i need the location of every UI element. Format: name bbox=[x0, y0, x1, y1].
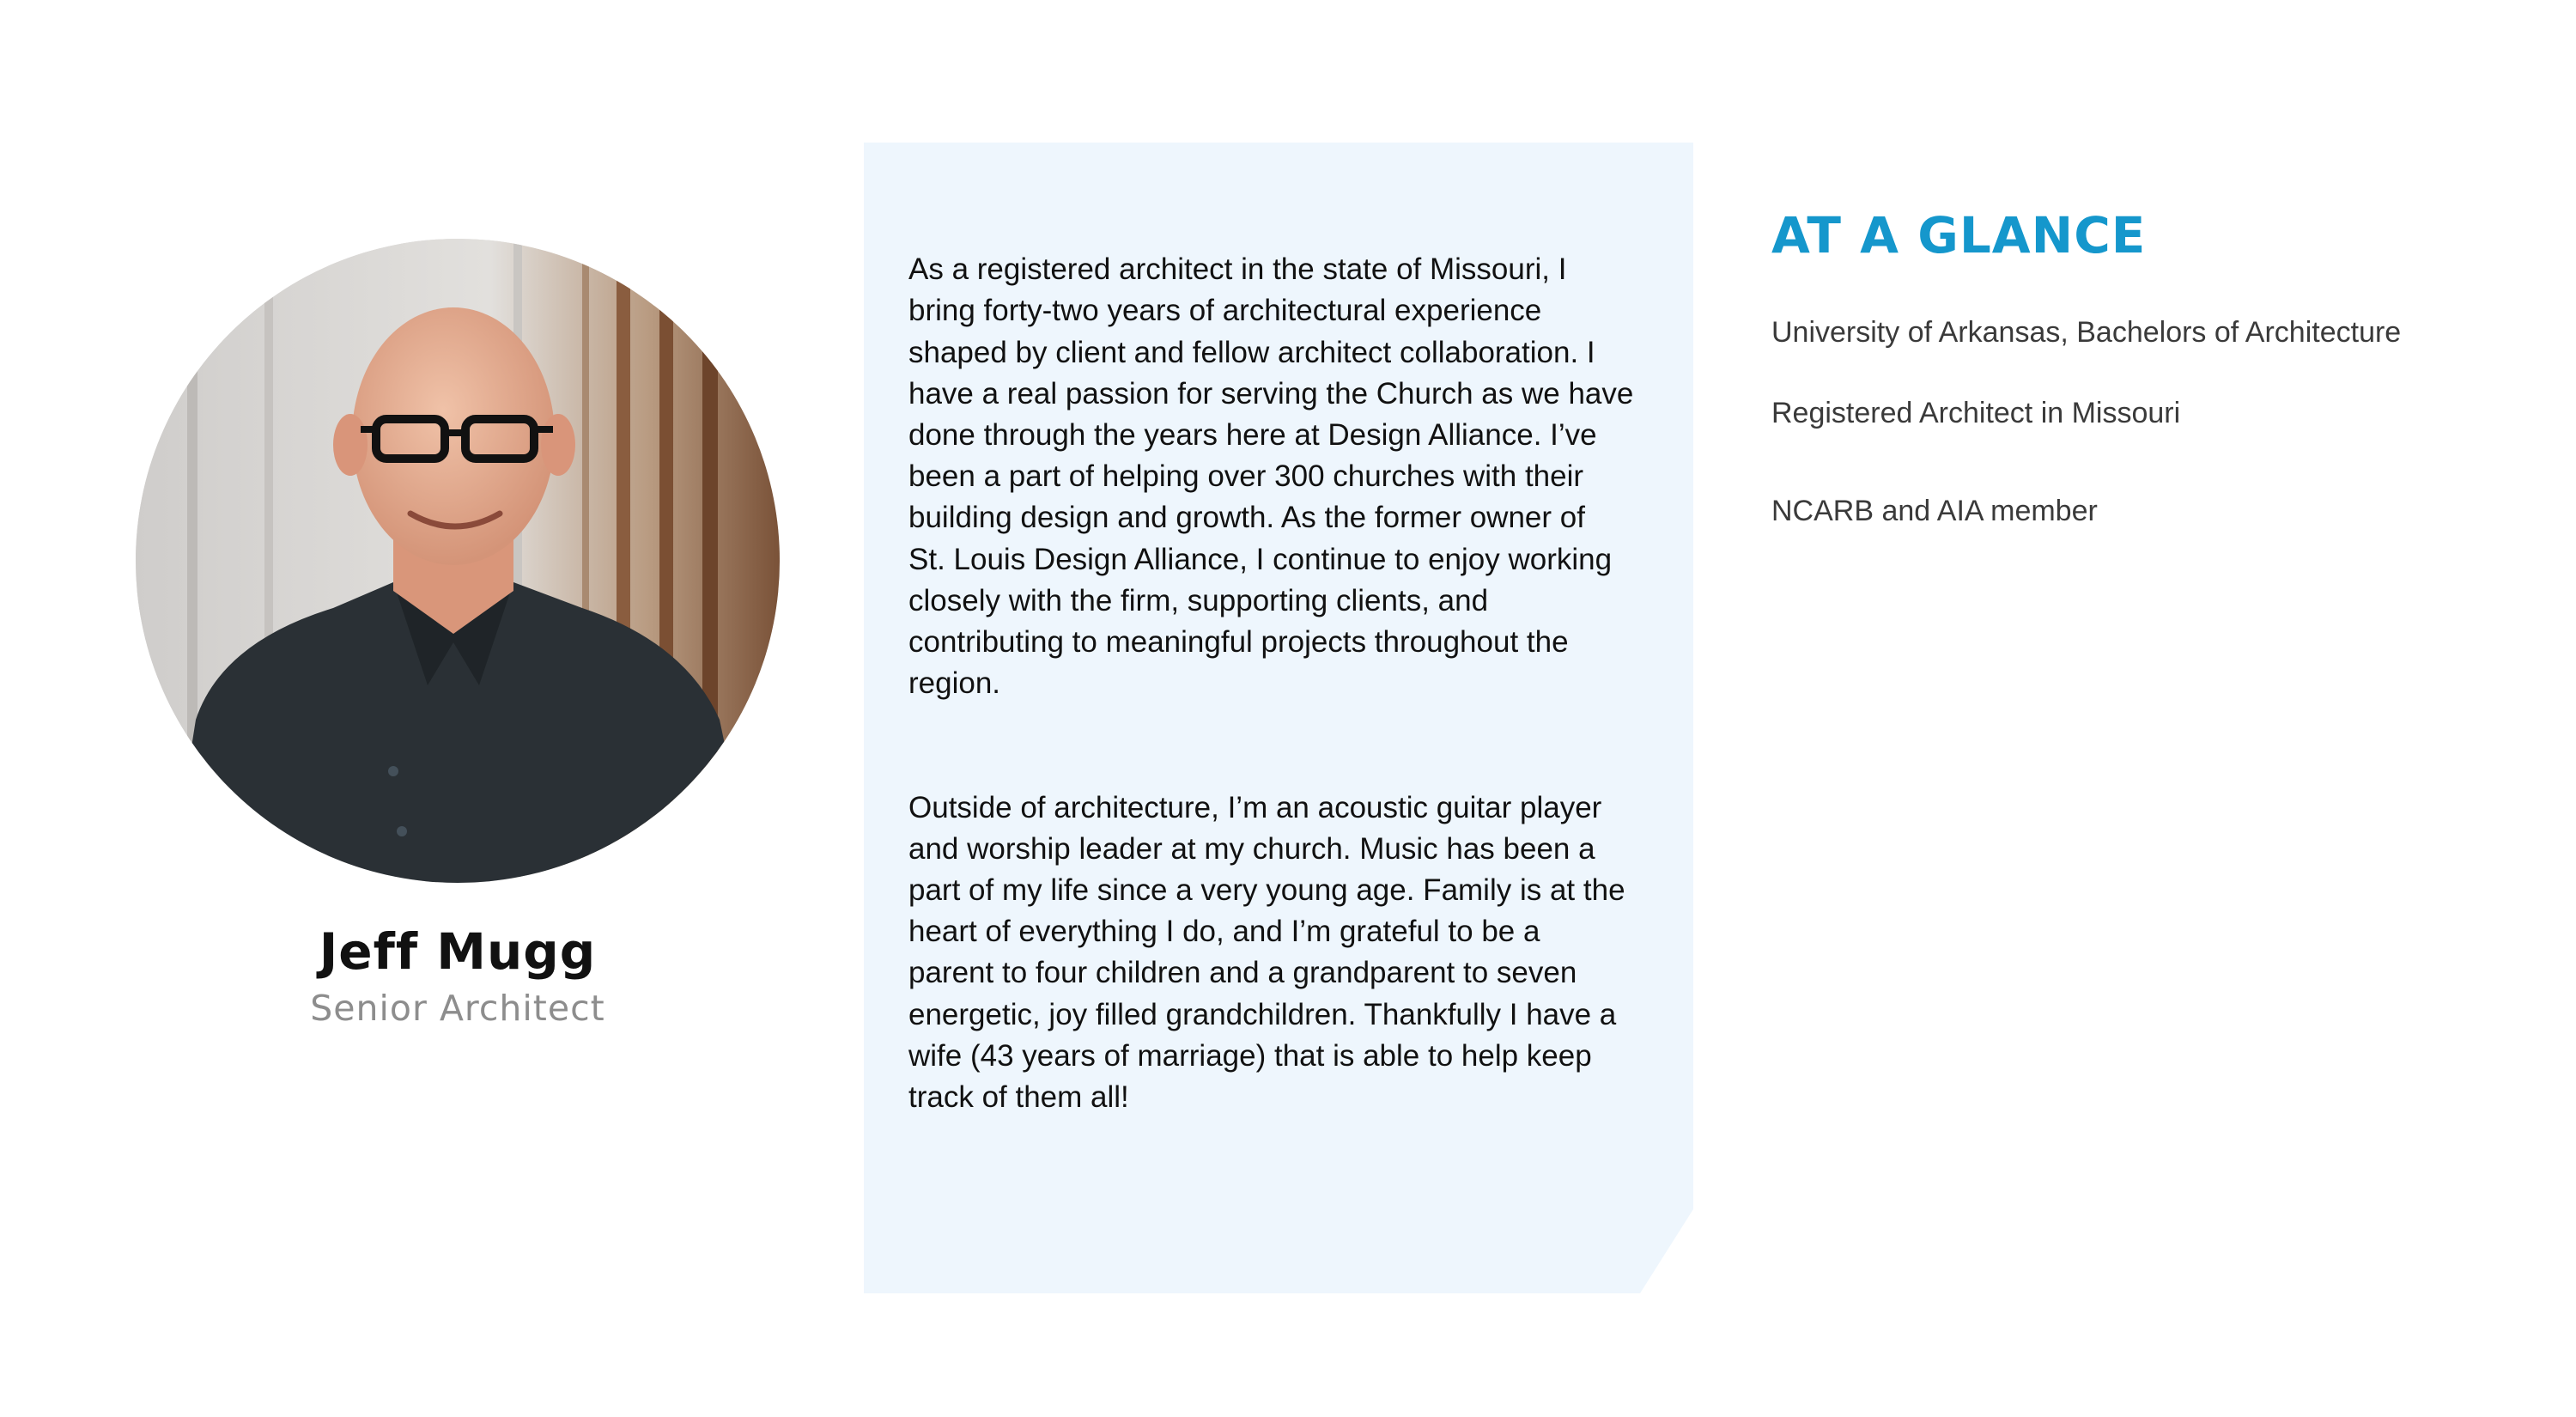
profile-photo bbox=[136, 239, 780, 883]
bio-paragraph: As a registered architect in the state of Missouri, I bring forty-two years of architectural experience shaped by client and fellow architect collaboration. I have a real passion for serving the Church as we have done through the years here at Design Alliance. I’ve been a part of helping over 300 churches with their building design and growth. As the former owner of St. Louis Design Alliance, I continue to enjoy working closely with the firm, supporting clients, and contributing to meaningful projects throughout the region. bbox=[908, 252, 1634, 701]
bio-paragraph: Outside of architecture, I’m an acoustic guitar player and worship leader at my church. Music has been a part of my life since a very young age. Family is at the heart of everything I do, and I’m grateful to be a parent to four children and a grandparent to seven energetic, joy filled grandchildren. Thankfully I have a wife (43 years of marriage) that is able to help keep track of them all! bbox=[908, 790, 1625, 1115]
person-name: Jeff Mugg bbox=[319, 922, 597, 981]
bio-text bbox=[908, 208, 1681, 1201]
bio-panel bbox=[864, 143, 1693, 1293]
glance-item-education: University of Arkansas, Bachelors of Architecture bbox=[1771, 316, 2402, 349]
glance-item-registration: Registered Architect in Missouri bbox=[1771, 397, 2181, 429]
at-a-glance-heading: AT A GLANCE bbox=[1771, 206, 2147, 265]
portrait-photo bbox=[136, 239, 780, 883]
person-job-title: Senior Architect bbox=[310, 988, 605, 1029]
glance-item-memberships: NCARB and AIA member bbox=[1771, 495, 2098, 527]
